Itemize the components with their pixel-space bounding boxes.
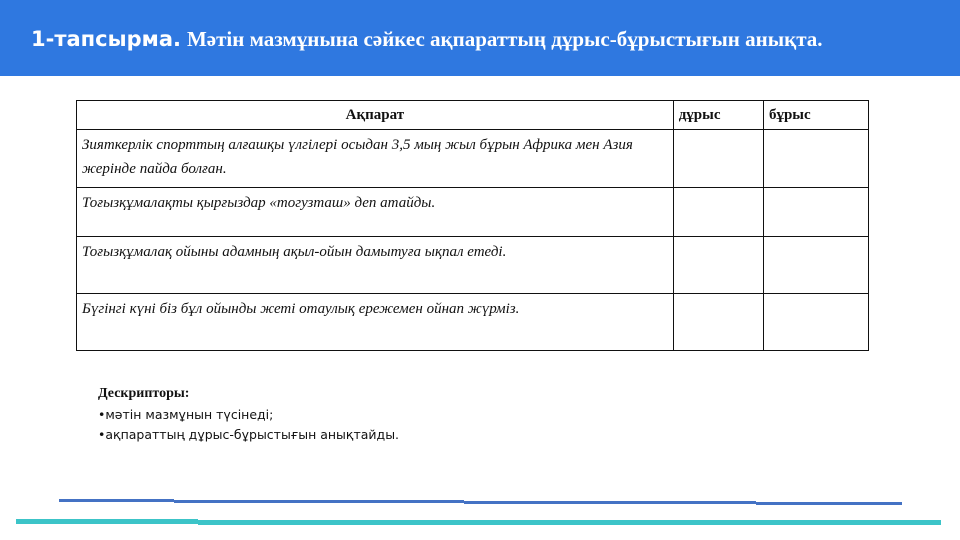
descriptors-block: [98, 386, 399, 445]
false-answer-cell[interactable]: [763, 188, 868, 237]
statement-cell: Бүгінгі күні біз бұл ойынды жеті отаулық ережемен ойнап жүрміз.: [77, 294, 674, 351]
descriptors-title: Дескрипторы:: [98, 386, 190, 401]
decorative-blue-line: [59, 499, 174, 502]
true-answer-cell[interactable]: [673, 294, 763, 351]
descriptor-item: •мәтін мазмұнын түсінеді;: [98, 407, 274, 422]
table-row: [77, 294, 869, 351]
statement-cell: Тоғызқұмалақты қырғыздар «тогузташ» деп атайды.: [77, 188, 674, 237]
decorative-teal-line: [16, 519, 198, 524]
task-number: 1-тапсырма.: [31, 27, 181, 51]
statement-cell: Зияткерлік спорттың алғашқы үлгілері осыдан 3,5 мың жыл бұрын Африка мен Азия жерінде пайда болған.: [77, 130, 674, 188]
column-header-information: Ақпарат: [77, 101, 674, 130]
descriptor-item: •ақпараттың дұрыс-бұрыстығын анықтайды.: [98, 427, 400, 442]
table-header-row: [77, 101, 869, 130]
statement-cell: Тоғызқұмалақ ойыны адамның ақыл-ойын дамытуға ықпал етеді.: [77, 237, 674, 294]
decorative-blue-line: [756, 502, 902, 505]
table-row: [77, 188, 869, 237]
false-answer-cell[interactable]: [763, 130, 868, 188]
task-instruction: Мәтін мазмұнына сәйкес ақпараттың дұрыс-бұрыстығын анықта.: [186, 27, 823, 51]
false-answer-cell[interactable]: [763, 237, 868, 294]
column-header-true: дұрыс: [673, 101, 763, 130]
column-header-false: бұрыс: [763, 101, 868, 130]
table-row: [77, 130, 869, 188]
false-answer-cell[interactable]: [763, 294, 868, 351]
decorative-blue-line: [174, 500, 464, 503]
true-false-table: [76, 100, 869, 351]
decorative-teal-line: [198, 520, 650, 525]
title-bar: [0, 0, 960, 76]
decorative-teal-line: [650, 520, 941, 525]
true-answer-cell[interactable]: [673, 130, 763, 188]
table-row: [77, 237, 869, 294]
true-answer-cell[interactable]: [673, 188, 763, 237]
true-answer-cell[interactable]: [673, 237, 763, 294]
decorative-blue-line: [464, 501, 756, 504]
slide-title: [31, 27, 823, 52]
